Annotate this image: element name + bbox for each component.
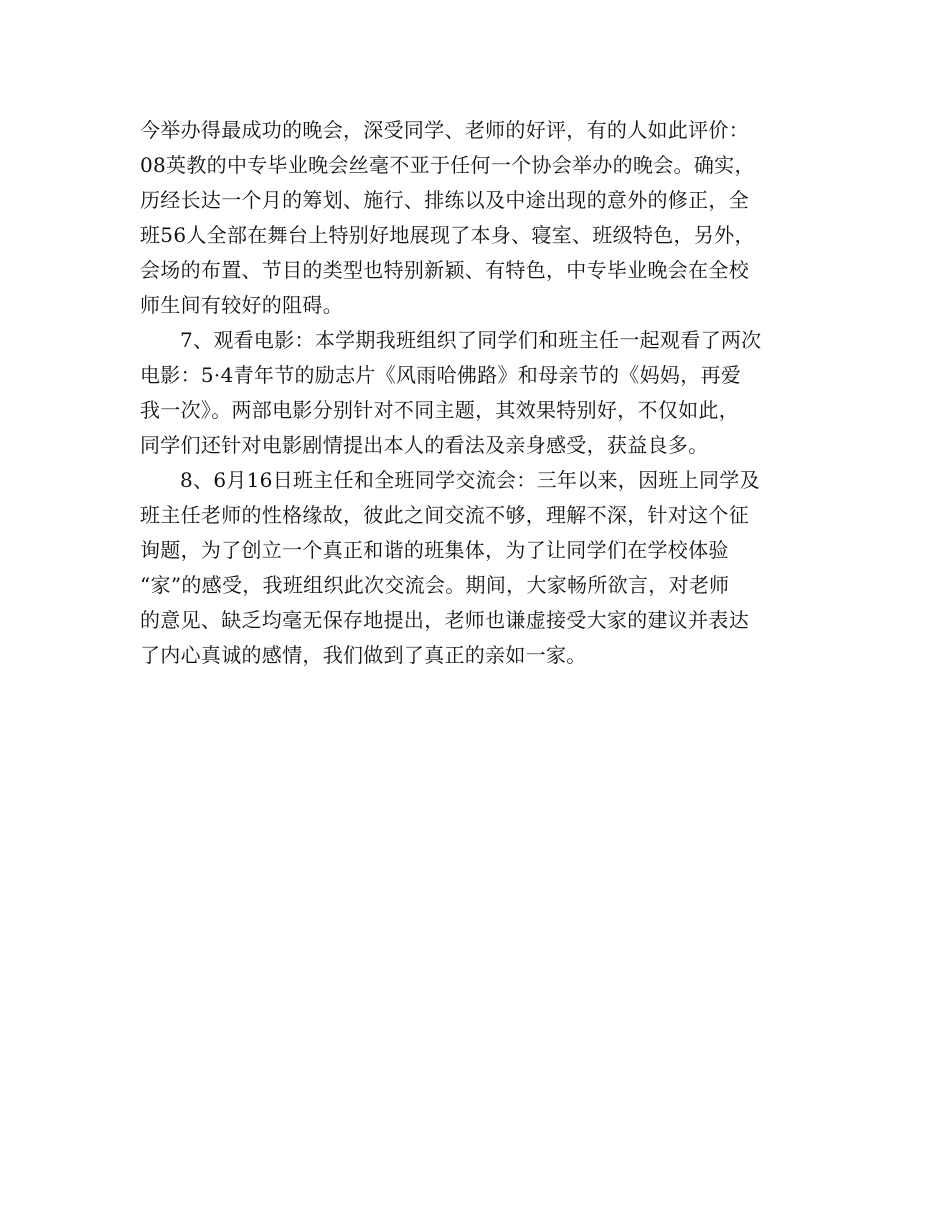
text-line: 的意见、缺乏均毫无保存地提出，老师也谦虚接受大家的建议并表达 [140,608,749,632]
text-line: 班主任老师的性格缘故，彼此之间交流不够，理解不深，针对这个征 [140,503,749,527]
text-line: 了内心真诚的感情，我们做到了真正的亲如一家。 [140,643,587,667]
text-line: 08英教的中专毕业晚会丝毫不亚于任何一个协会举办的晚会。确实， [140,153,755,177]
text-line: 电影：5·4青年节的励志片《风雨哈佛路》和母亲节的《妈妈，再爱 [140,363,742,387]
text-line: 今举办得最成功的晚会，深受同学、老师的好评，有的人如此评价： [140,118,749,142]
text-line: 同学们还针对电影剧情提出本人的看法及亲身感受，获益良多。 [140,433,709,457]
paragraph-exchange-meeting [140,463,815,673]
text-line: 班56人全部在舞台上特别好地展现了本身、寝室、班级特色，另外， [140,223,755,247]
text-line: 历经长达一个月的筹划、施行、排练以及中途出现的意外的修正，全 [140,188,749,212]
text-line: 询题，为了创立一个真正和谐的班集体，为了让同学们在学校体验 [140,538,729,562]
document-body [140,113,815,673]
text-line: 我一次》。两部电影分别针对不同主题，其效果特别好，不仅如此， [140,398,739,422]
text-line-first-indented: 7、观看电影：本学期我班组织了同学们和班主任一起观看了两次 [180,328,762,352]
paragraph-evening-party [140,113,815,323]
text-line: 会场的布置、节目的类型也特别新颖、有特色，中专毕业晚会在全校 [140,258,749,282]
text-line-first-indented: 8、6月16日班主任和全班同学交流会：三年以来，因班上同学及 [180,468,760,492]
paragraph-watch-movies [140,323,815,463]
text-line: 师生间有较好的阻碍。 [140,293,343,317]
text-line: “家”的感受，我班组织此次交流会。期间，大家畅所欲言，对老师 [140,573,730,597]
